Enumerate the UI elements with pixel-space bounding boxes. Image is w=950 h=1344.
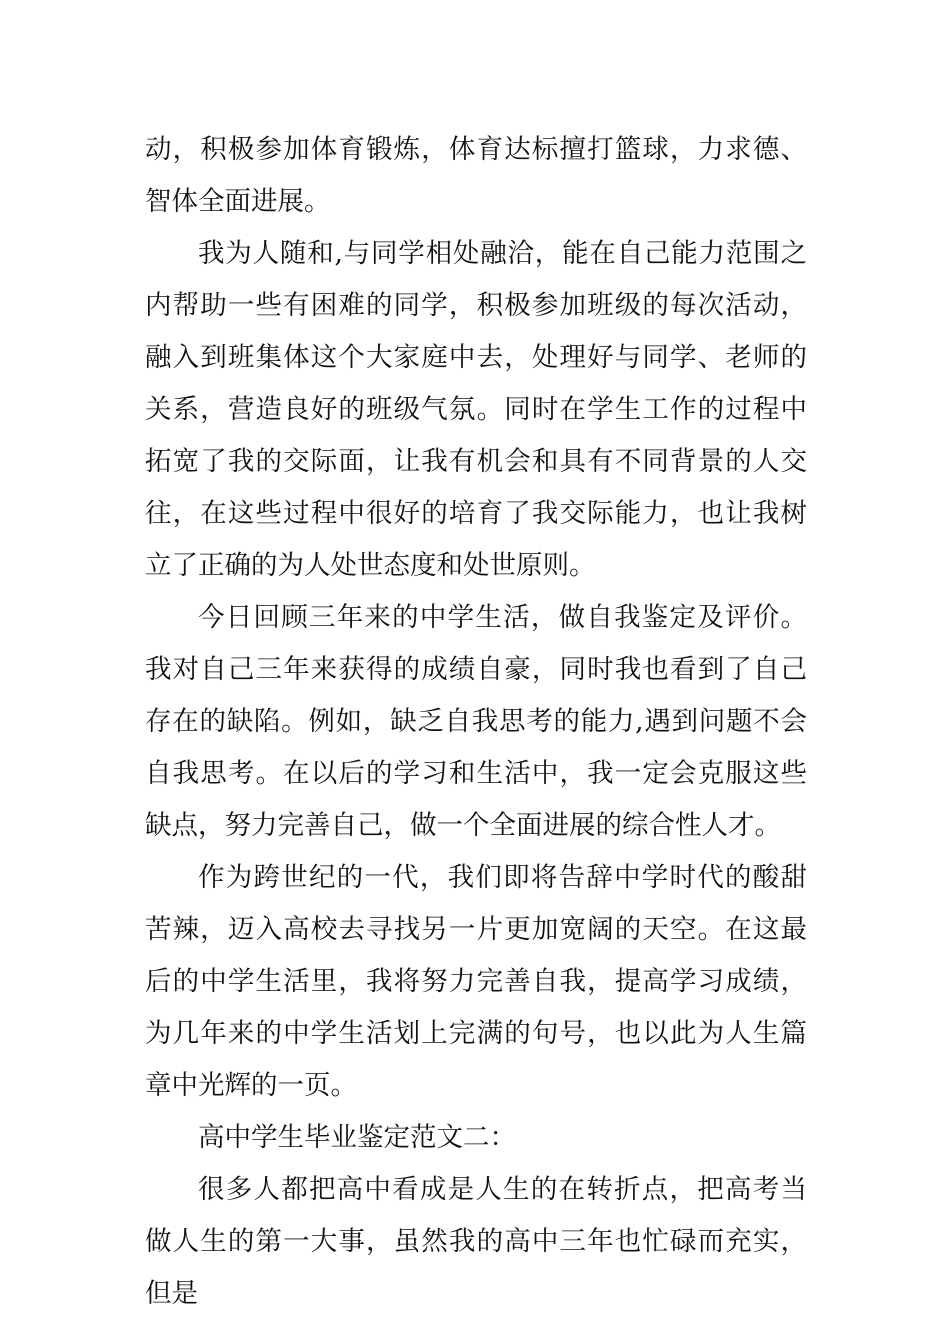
paragraph-3: 今日回顾三年来的中学生活，做自我鉴定及评价。我对自己三年来获得的成绩自豪，同时我也看到了自己存在的缺陷。例如，缺乏自我思考的能力,遇到问题不会自我思考。在以后的学习和生活中，我一定会克服这些缺点，努力完善自己，做一个全面进展的综合性人才。	[145, 602, 807, 841]
document-body	[145, 124, 807, 1320]
paragraph-5: 很多人都把高中看成是人生的在转折点，把高考当做人生的第一大事，虽然我的高中三年也忙碌而充实，但是	[145, 1174, 807, 1309]
paragraph-4: 作为跨世纪的一代，我们即将告辞中学时代的酸甜苦辣，迈入高校去寻找另一片更加宽阔的天空。在这最后的中学生活里，我将努力完善自我，提高学习成绩，为几年来的中学生活划上完满的句号，也以此为人生篇章中光辉的一页。	[145, 862, 807, 1101]
paragraph-1: 动，积极参加体育锻炼，体育达标擅打篮球，力求德、智体全面进展。	[145, 134, 807, 217]
paragraph-2: 我为人随和,与同学相处融洽，能在自己能力范围之内帮助一些有困难的同学，积极参加班级的每次活动，融入到班集体这个大家庭中去，处理好与同学、老师的关系，营造良好的班级气氛。同时在学生工作的过程中拓宽了我的交际面，让我有机会和具有不同背景的人交往，在这些过程中很好的培育了我交际能力，也让我树立了正确的为人处世态度和处世原则。	[145, 238, 807, 581]
section-heading: 高中学生毕业鉴定范文二：	[198, 1122, 516, 1153]
